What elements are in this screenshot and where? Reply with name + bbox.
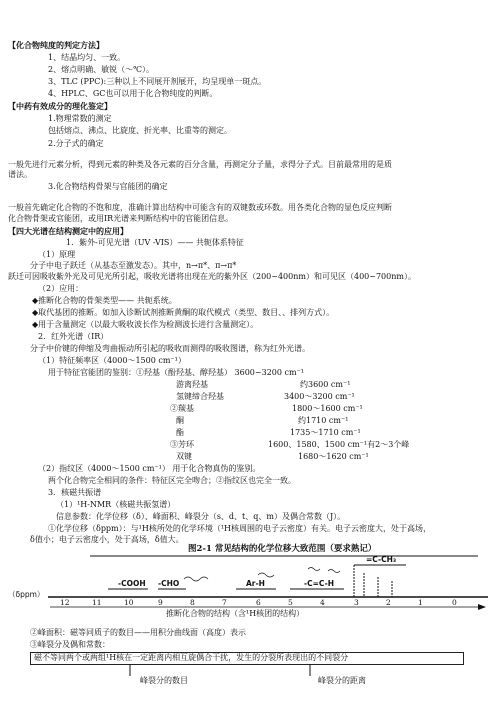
axis-tick: 9 — [158, 598, 163, 607]
ir-conditions: 两个化合物完全相同的条件：特征区完全吻合；②指纹区也完全一致。 — [48, 476, 296, 485]
axis-tick: 3 — [354, 598, 359, 607]
group-label-cooh: -COOH — [118, 579, 146, 588]
ir-range-1: （1）特征频率区（4000～1500 cm⁻¹） — [38, 356, 186, 365]
split-arrows — [0, 664, 500, 688]
ident-item-3: 3.化合物结构骨架与官能团的确定 — [48, 182, 168, 191]
coupling-box-text: 磁不等同两个或两组¹H核在一定距离内相互旋偶合干扰，发生的分裂所表现出的不同裂分 — [34, 653, 349, 662]
uv-principle-text-2: 跃迁可因吸收紫外光及可见光所引起，吸收光谱将出现在光的紫外区（200~400nm）和可见区（400~700nm）。 — [8, 272, 416, 281]
axis-tick: 1 — [418, 598, 423, 607]
nmr-subtitle: （1）¹H-NMR（核磁共振氢谱） — [56, 500, 176, 509]
axis-tick: 7 — [222, 598, 227, 607]
axis-tick: 4 — [320, 598, 325, 607]
ir-group-value: 1735～1710 cm⁻¹ — [290, 428, 361, 437]
ir-group-name: 氢键缔合羟基 — [176, 392, 224, 401]
peak-area-text: ②峰面积：磁等同质子的数目——用积分曲线面（高度）表示 — [30, 628, 246, 637]
group-label-cho: -CHO — [158, 579, 180, 588]
ir-title: 2．红外光谱（IR） — [38, 332, 109, 341]
axis-tick: 11 — [92, 598, 102, 607]
ir-group-value: 1600、1580、1500 cm⁻¹有2～3个峰 — [268, 440, 410, 449]
uv-bullet-3: ◆用于含量测定（以最大吸收波长作为检测波长进行含量测定）。 — [32, 320, 259, 329]
ir-text: 分子中价键的伸缩及弯曲振动所引起的吸收而测得的吸收图谱，称为红外光谱。 — [30, 344, 310, 353]
ir-group-name: 双键 — [176, 452, 192, 461]
shift-diagram — [8, 545, 492, 637]
axis-tick: 12 — [60, 598, 70, 607]
uv-principle: （1）原理 — [38, 250, 76, 259]
axis-tick: 0 — [452, 598, 457, 607]
group-label-cch: -C=C-H — [304, 579, 334, 588]
section-title-spectra: 【四大光谱在结构测定中的应用】 — [8, 226, 128, 236]
split-distance-label: 峰裂分的距离 — [318, 676, 366, 685]
ir-group-name: 酮 — [176, 416, 184, 425]
peak-split-text: ③峰裂分及偶和常数： — [30, 640, 110, 649]
paragraph-formula-1: 一般先进行元素分析，得到元素的种类及各元素的百分含量，再测定分子量，求得分子式。目前最常用的是质 — [8, 160, 392, 169]
ir-range-1-text: 用于特征官能团的鉴别：①羟基（酚羟基、醇羟基） 3600~3200 cm⁻¹ — [48, 368, 305, 377]
ident-item-2: 2.分子式的确定 — [48, 139, 104, 148]
ir-group-name: ③芳环 — [170, 440, 194, 449]
uv-bullet-1: ◆推断化合物的骨架类型—— 共轭系统。 — [32, 296, 177, 305]
uv-principle-text-1: 分子中电子跃迁（从基态至激发态）。其中，n→π*、π→π* — [30, 261, 237, 270]
ir-group-name: 酯 — [176, 428, 184, 437]
uv-title: 1．紫外-可见光谱（UV -VIS）—— 共轭体系特征 — [66, 238, 244, 247]
paragraph-skeleton-2: 化合物骨架或官能团，或用IR光谱来判断结构中的官能团信息。 — [8, 214, 234, 223]
group-label-arh: Ar-H — [246, 579, 265, 588]
chemical-shift-figure — [8, 545, 492, 637]
paragraph-skeleton-1: 一般首先确定化合物的不饱和度，准确计算出结构中可能含有的双键数或环数。用各类化合物的显色反应判断 — [8, 203, 392, 212]
purity-item-4: 4、HPLC、GC也可以用于化合物纯度的判断。 — [48, 89, 218, 98]
ir-group-value: 1800～1600 cm⁻¹ — [292, 404, 363, 413]
purity-item-2: 2、熔点明确、敏锐（～℃）。 — [48, 65, 155, 74]
split-count-label: 峰裂分的数目 — [140, 676, 188, 685]
section-title-identification: 【中药有效成分的理化鉴定】 — [8, 101, 112, 111]
ir-group-value: 3400～3200 cm⁻¹ — [284, 392, 355, 401]
ir-group-value: 1680～1620 cm⁻¹ — [298, 452, 369, 461]
nmr-info: 信息参数：化学位移（δ）、峰面积、峰裂分（s、d、t、q、m）及偶合常数（J）。 — [56, 512, 346, 521]
ir-range-2: （2）指纹区（4000～1500 cm⁻¹） 用于化合物真伪的鉴别。 — [38, 464, 261, 473]
ident-item-1-desc: 包括熔点、沸点、比旋度、折光率、比重等的测定。 — [48, 126, 232, 135]
purity-item-3: 3、TLC (PPC):三种以上不同展开剂展开，均呈现单一斑点。 — [48, 77, 267, 86]
figure-caption: 推断化合物的结构（含¹H核团的结构） — [166, 609, 305, 618]
nmr-shift-2: δ值小；电子云密度小，处于高场，δ值大。 — [30, 535, 184, 544]
ir-group-name: ②羰基 — [170, 404, 194, 413]
axis-tick: 2 — [386, 598, 391, 607]
purity-item-1: 1、结晶均匀、一致。 — [48, 53, 126, 62]
axis-unit: （δppm） — [8, 590, 45, 599]
figure-title: 图2-1 常见结构的化学位移大致范围（要求熟记） — [188, 544, 377, 554]
nmr-shift-1: ①化学位移（δppm）：与¹H核所处的化学环境（¹H核周围的电子云密度）有关。电子云密度大，处于高场， — [48, 524, 432, 533]
ir-group-value: 约3600 cm⁻¹ — [300, 380, 351, 389]
axis-tick: 6 — [256, 598, 261, 607]
paragraph-formula-2: 谱法。 — [8, 170, 32, 179]
ir-group-name: 游离羟基 — [176, 380, 208, 389]
nmr-title: 3．核磁共振谱 — [48, 488, 102, 497]
group-label-methyl: =C-CH₃ — [366, 555, 397, 564]
axis-tick: 10 — [124, 598, 134, 607]
ident-item-1: 1.物理常数的测定 — [48, 114, 112, 123]
section-title-purity: 【化合物纯度的判定方法】 — [8, 40, 104, 50]
uv-bullet-2: ◆取代基团的推断。如加入诊断试剂推断黄酮的取代模式（类型、数目、、排列方式）。 — [32, 308, 335, 317]
ir-group-value: 约1710 cm⁻¹ — [298, 416, 349, 425]
axis-tick: 8 — [190, 598, 195, 607]
uv-application: （2）应用： — [38, 284, 84, 293]
axis-tick: 5 — [288, 598, 293, 607]
